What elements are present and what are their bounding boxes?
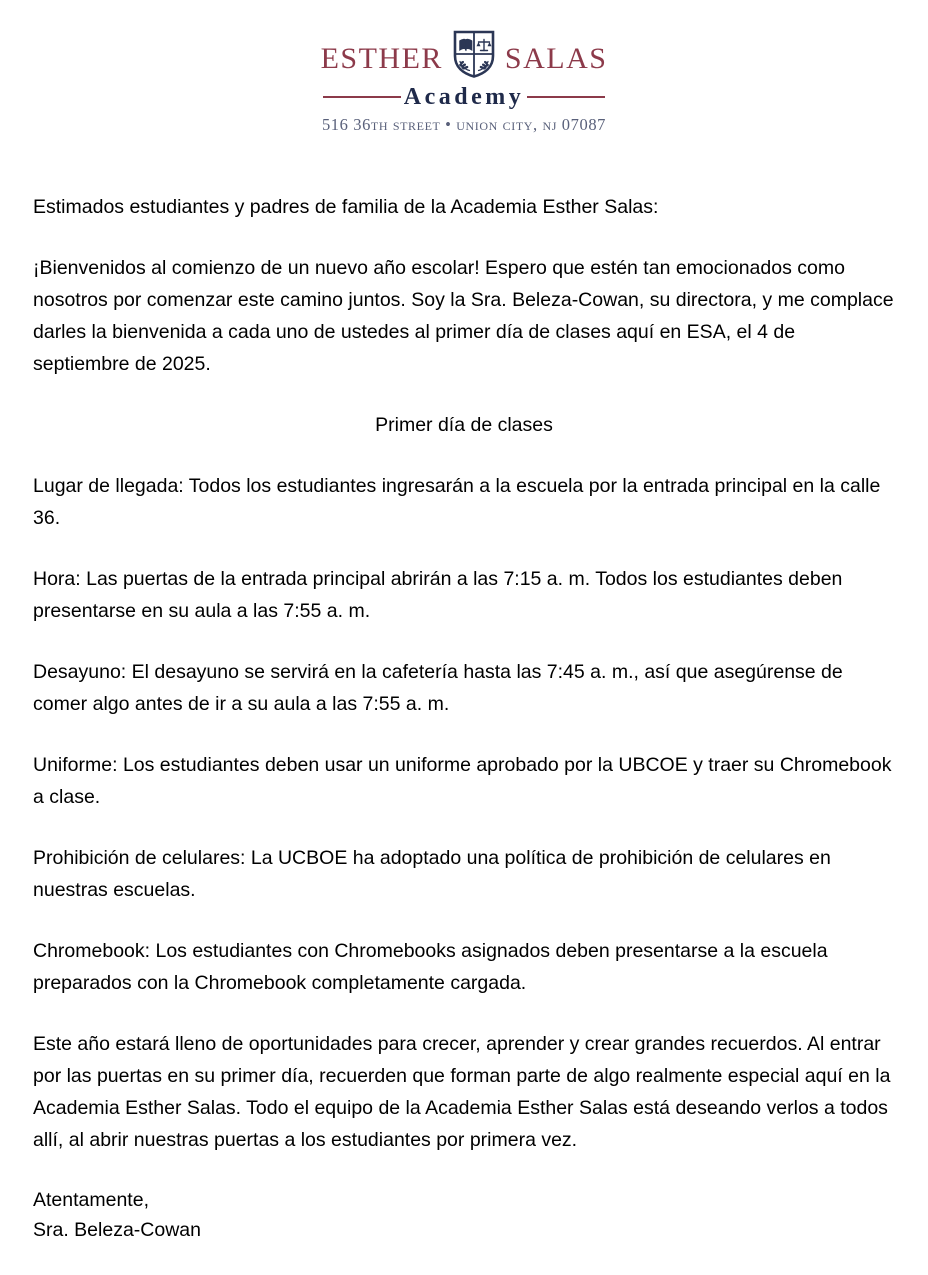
- letter-body: [33, 191, 895, 1245]
- detail-chromebook: Chromebook: Los estudiantes con Chromebooks asignados deben presentarse a la escuela preparados con la Chromebook completamente cargada.: [33, 940, 828, 994]
- signoff-valediction: Atentamente,: [33, 1189, 149, 1211]
- salutation: Estimados estudiantes y padres de familia de la Academia Esther Salas:: [33, 196, 659, 218]
- school-logo: [321, 30, 608, 135]
- detail-breakfast: Desayuno: El desayuno se servirá en la cafetería hasta las 7:45 a. m., así que asegúrense de comer algo antes de ir a su aula a las 7:55 a. m.: [33, 661, 843, 715]
- detail-arrival: Lugar de llegada: Todos los estudiantes ingresarán a la escuela por la entrada principal en la calle 36.: [33, 475, 881, 529]
- shield-crest-icon: [453, 30, 495, 78]
- rule-right: [527, 96, 605, 98]
- intro-paragraph: ¡Bienvenidos al comienzo de un nuevo año escolar! Espero que estén tan emocionados como nosotros por comenzar este camino juntos. Soy la Sra. Beleza-Cowan, su directora, y me complace darles la bienvenida a cada uno de ustedes al primer día de clases aquí en ESA, el 4 de septiembre de 2025.: [33, 257, 894, 375]
- logo-name-right: salas: [504, 30, 608, 78]
- logo-name-left: esther: [320, 30, 443, 78]
- signoff-name: Sra. Beleza-Cowan: [33, 1219, 201, 1241]
- letterhead: [33, 0, 895, 143]
- closing-paragraph: Este año estará lleno de oportunidades para crecer, aprender y crear grandes recuerdos. Al entrar por las puertas en su primer día, recuerden que forman parte de algo realmente especial aquí en la Academia Esther Salas. Todo el equipo de la Academia Esther Salas está deseando verlos a todos allí, al abrir nuestras puertas a los estudiantes por primera vez.: [33, 1033, 891, 1151]
- logo-wordmark: [321, 30, 608, 78]
- logo-academy-word: Academy: [403, 84, 525, 110]
- logo-academy-line: [321, 85, 608, 109]
- detail-uniform: Uniforme: Los estudiantes deben usar un uniforme aprobado por la UBCOE y traer su Chromebook a clase.: [33, 754, 892, 808]
- rule-left: [323, 96, 401, 98]
- school-address: 516 36th street • union city, nj 07087: [321, 115, 607, 134]
- section-heading: Primer día de clases: [375, 414, 553, 436]
- detail-time: Hora: Las puertas de la entrada principal abrirán a las 7:15 a. m. Todos los estudiantes deben presentarse en su aula a las 7:55 a. m.: [33, 568, 843, 622]
- signoff-block: [33, 1185, 895, 1245]
- detail-cellphone-ban: Prohibición de celulares: La UCBOE ha adoptado una política de prohibición de celulares en nuestras escuelas.: [33, 847, 831, 901]
